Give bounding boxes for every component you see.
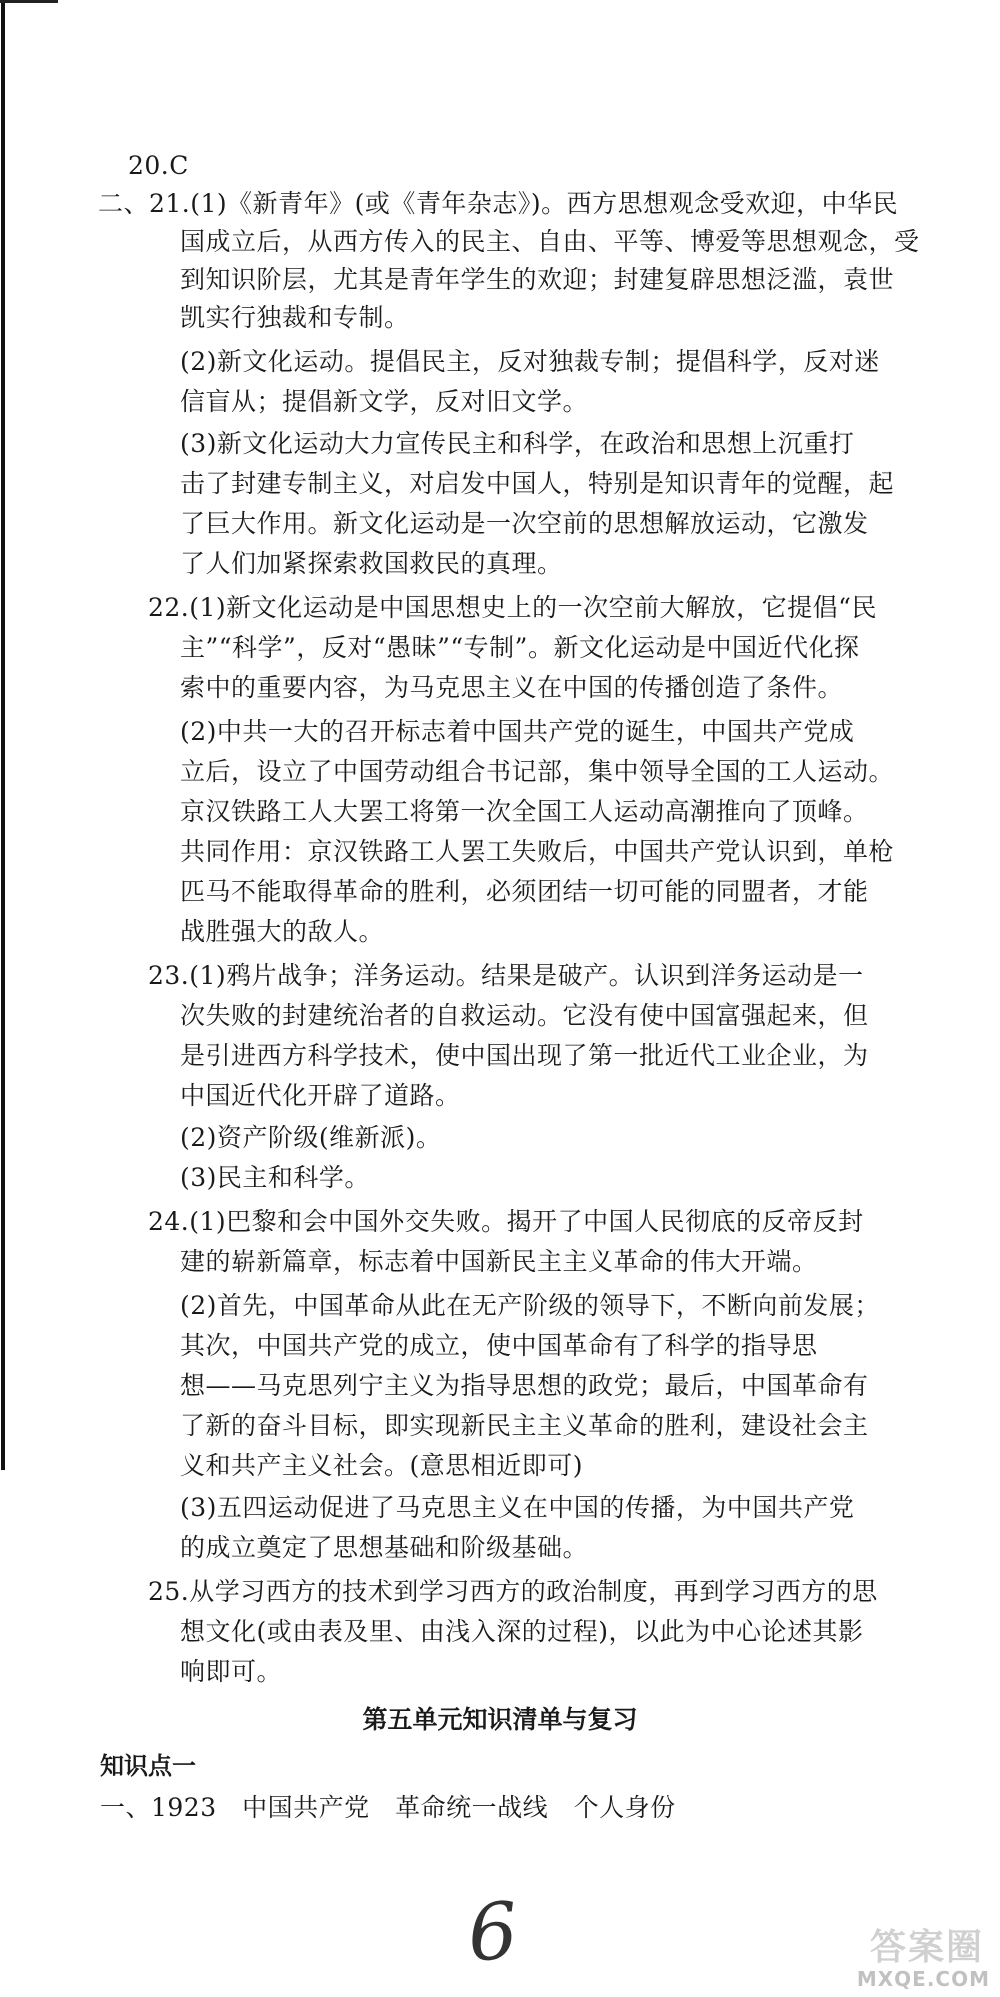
answer-line: (2)中共一大的召开标志着中国共产党的诞生，中国共产党成 — [180, 717, 855, 746]
answer-line: 24.(1)巴黎和会中国外交失败。揭开了中国人民彻底的反帝反封 — [148, 1207, 864, 1236]
watermark-logo: 答案圈 — [869, 1927, 984, 1968]
answer-line: 国成立后，从西方传入的民主、自由、平等、博爱等思想观念，受 — [180, 227, 920, 256]
answer-line: (2)资产阶级(维新派)。 — [180, 1123, 442, 1152]
answer-line: 战胜强大的敌人。 — [180, 917, 385, 946]
answer-line: 是引进西方科学技术，使中国出现了第一批近代工业企业，为 — [180, 1041, 869, 1070]
top-margin-tick — [0, 0, 58, 3]
answer-line: 其次，中国共产党的成立，使中国革命有了科学的指导思 — [180, 1331, 818, 1360]
answer-line: 想文化(或由表及里、由浅入深的过程)，以此为中心论述其影 — [180, 1617, 864, 1646]
answer-line: 20.C — [128, 151, 189, 180]
section-heading: 第五单元知识清单与复习 — [362, 1705, 638, 1734]
answer-line: (2)首先，中国革命从此在无产阶级的领导下，不断向前发展； — [180, 1291, 880, 1320]
answer-line: 次失败的封建统治者的自救运动。它没有使中国富强起来，但 — [180, 1001, 869, 1030]
binding-margin-line — [1, 0, 5, 1470]
answer-line: 义和共产主义社会。(意思相近即可) — [180, 1451, 584, 1480]
answer-line: (3)五四运动促进了马克思主义在中国的传播，为中国共产党 — [180, 1493, 855, 1522]
answer-line: 响即可。 — [180, 1657, 283, 1686]
answer-line: 共同作用：京汉铁路工人罢工失败后，中国共产党认识到，单枪 — [180, 837, 895, 866]
watermark-url: MXQE.COM — [856, 1967, 990, 1991]
answer-line: (3)民主和科学。 — [180, 1163, 370, 1192]
answer-line: 击了封建专制主义，对启发中国人，特别是知识青年的觉醒，起 — [180, 469, 895, 498]
answer-line: 了巨大作用。新文化运动是一次空前的思想解放运动，它激发 — [180, 509, 869, 538]
answer-line: 京汉铁路工人大罢工将第一次全国工人运动高潮推向了顶峰。 — [180, 797, 869, 826]
answer-line: 到知识阶层，尤其是青年学生的欢迎；封建复辟思想泛滥，袁世 — [180, 265, 895, 294]
answer-line: 匹马不能取得革命的胜利，必须团结一切可能的同盟者，才能 — [180, 877, 869, 906]
answer-line: 想——马克思列宁主义为指导思想的政党；最后，中国革命有 — [180, 1371, 869, 1400]
handwritten-page-number: 6 — [464, 1886, 521, 1980]
answer-line: (3)新文化运动大力宣传民主和科学，在政治和思想上沉重打 — [180, 429, 855, 458]
answer-line: 23.(1)鸦片战争；洋务运动。结果是破产。认识到洋务运动是一 — [148, 961, 864, 990]
answer-line: 建的崭新篇章，标志着中国新民主主义革命的伟大开端。 — [180, 1247, 818, 1276]
site-watermark — [840, 1919, 990, 1991]
answer-line: 了人们加紧探索救国救民的真理。 — [180, 549, 563, 578]
answer-line: 索中的重要内容，为马克思主义在中国的传播创造了条件。 — [180, 673, 844, 702]
answer-line: 信盲从；提倡新文学，反对旧文学。 — [180, 387, 589, 416]
knowledge-point-label: 知识点一 — [100, 1752, 196, 1780]
answer-line: 立后，设立了中国劳动组合书记部，集中领导全国的工人运动。 — [180, 757, 895, 786]
answer-line: 中国近代化开辟了道路。 — [180, 1081, 461, 1110]
answer-line: (2)新文化运动。提倡民主，反对独裁专制；提倡科学，反对迷 — [180, 347, 880, 376]
answer-line: 凯实行独裁和专制。 — [180, 303, 410, 332]
answer-line: 25.从学习西方的技术到学习西方的政治制度，再到学习西方的思 — [148, 1577, 878, 1606]
answer-line: 了新的奋斗目标，即实现新民主主义革命的胜利，建设社会主 — [180, 1411, 869, 1440]
knowledge-line: 一、1923 中国共产党 革命统一战线 个人身份 — [100, 1793, 676, 1822]
answer-line: 的成立奠定了思想基础和阶级基础。 — [180, 1533, 589, 1562]
answer-line: 22.(1)新文化运动是中国思想史上的一次空前大解放，它提倡“民 — [148, 593, 877, 622]
answer-line: 二、21.(1)《新青年》(或《青年杂志》)。西方思想观念受欢迎，中华民 — [98, 189, 899, 218]
answer-line: 主”“科学”，反对“愚昧”“专制”。新文化运动是中国近代化探 — [180, 633, 860, 662]
